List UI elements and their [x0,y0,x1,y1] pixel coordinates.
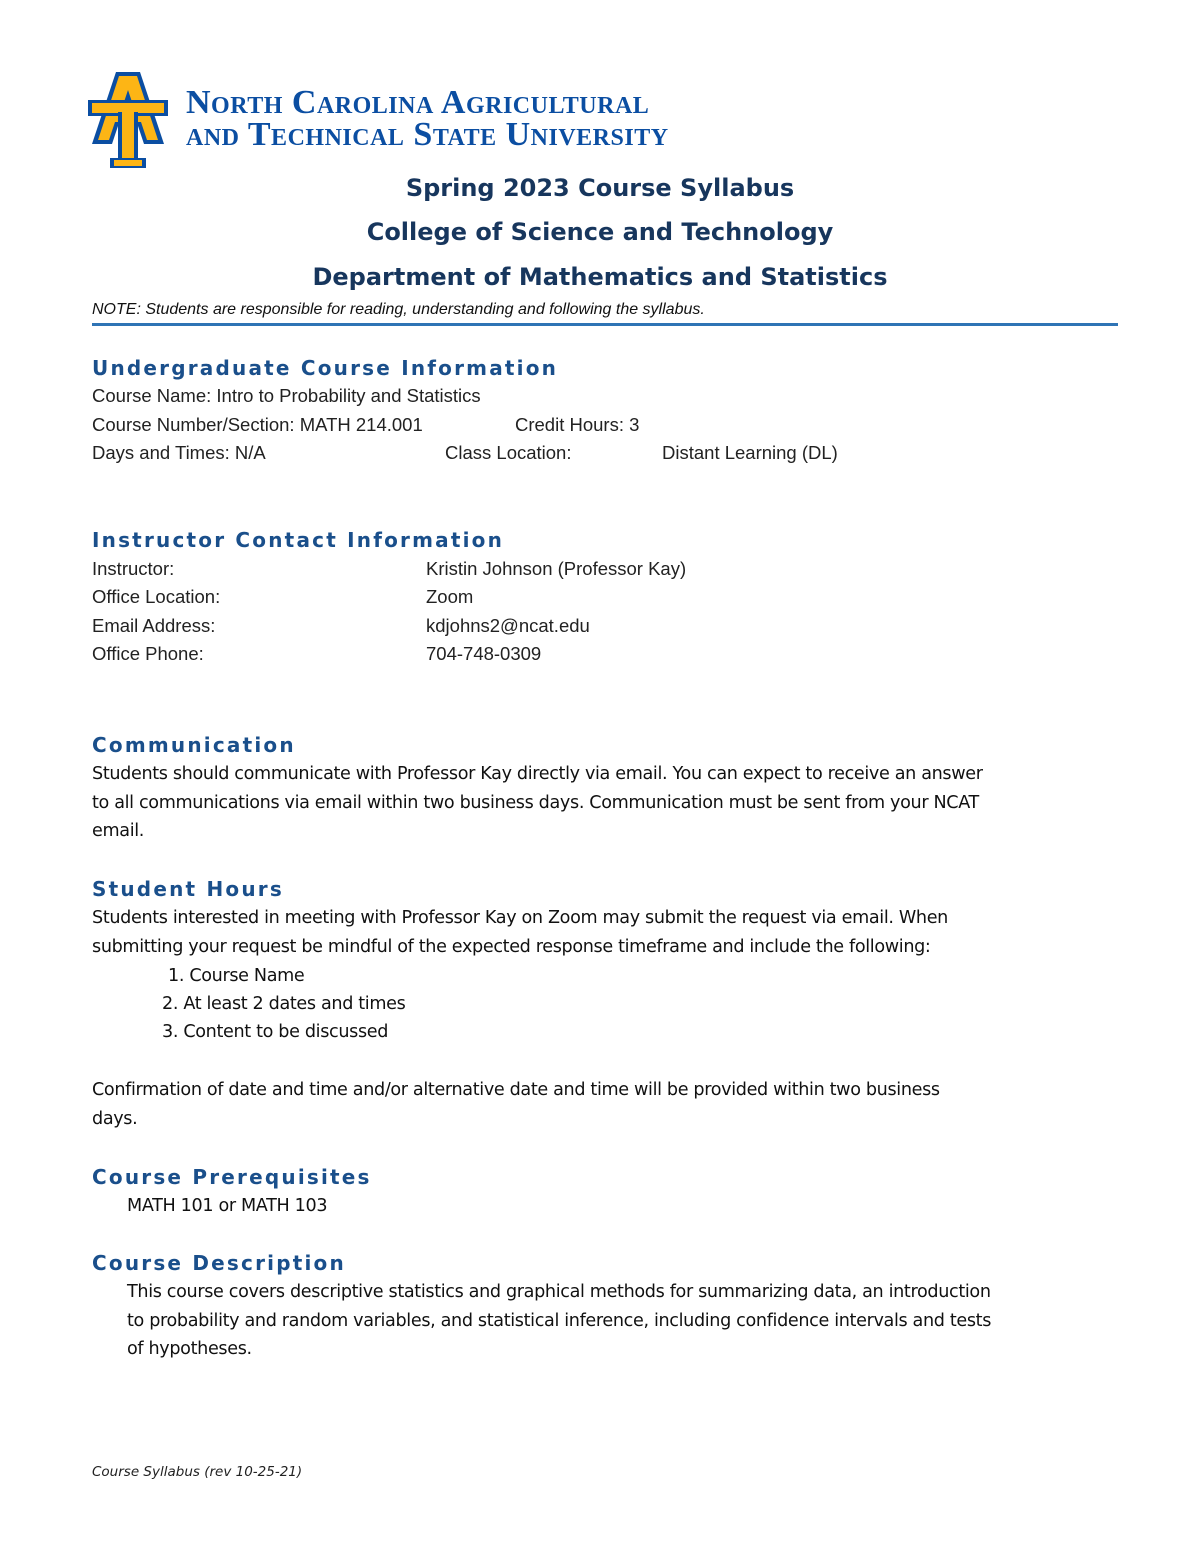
header-divider [92,323,1118,326]
footer-revision: Course Syllabus (rev 10-25-21) [92,1464,303,1480]
communication-text: Students should communicate with Professor Kay directly via email. You can expect to receive an answer to all communications via email within two business days. Communication must be sent from your NCAT email. [92,764,983,841]
class-location-value: Distant Learning (DL) [662,442,838,463]
class-location-label: Class Location: [445,442,572,463]
email-label: Email Address: [92,615,216,636]
list-item: 2. At least 2 dates and times [162,994,406,1014]
course-name: Course Name: Intro to Probability and Statistics [92,385,481,406]
department-title: Department of Mathematics and Statistics [312,263,888,291]
course-number: Course Number/Section: MATH 214.001 [92,414,423,435]
prerequisites-heading: Course Prerequisites [92,1165,372,1189]
university-name-line1: North Carolina Agricultural [186,84,650,121]
course-info-heading: Undergraduate Course Information [92,356,559,380]
university-name-line2: and Technical State University [186,116,669,153]
email-value: kdjohns2@ncat.edu [426,615,590,636]
instructor-value: Kristin Johnson (Professor Kay) [426,558,687,579]
university-logo-icon [88,70,168,170]
office-location-value: Zoom [426,586,474,607]
phone-label: Office Phone: [92,643,204,664]
student-hours-confirmation: Confirmation of date and time and/or alternative date and time will be provided within two business days. [92,1080,940,1129]
instructor-heading: Instructor Contact Information [92,528,505,552]
communication-heading: Communication [92,733,296,757]
description-text: This course covers descriptive statistics and graphical methods for summarizing data, an introduction to probability and random variables, and statistical inference, including confidence intervals and tests of hypotheses. [127,1282,992,1359]
phone-value: 704-748-0309 [426,643,542,664]
college-title: College of Science and Technology [366,218,834,246]
list-item: 1. Course Name [168,966,305,986]
term-title: Spring 2023 Course Syllabus [405,174,795,202]
credit-hours: Credit Hours: 3 [515,414,640,435]
description-heading: Course Description [92,1251,346,1275]
days-times: Days and Times: N/A [92,442,266,463]
student-hours-text: Students interested in meeting with Professor Kay on Zoom may submit the request via email. When submitting your request be mindful of the expected response timeframe and include the following: [92,908,948,957]
office-location-label: Office Location: [92,586,221,607]
syllabus-note: NOTE: Students are responsible for reading, understanding and following the syllabus. [92,301,705,318]
student-hours-heading: Student Hours [92,877,284,901]
instructor-label: Instructor: [92,558,175,579]
list-item: 3. Content to be discussed [162,1022,389,1042]
prerequisites-text: MATH 101 or MATH 103 [127,1196,328,1216]
